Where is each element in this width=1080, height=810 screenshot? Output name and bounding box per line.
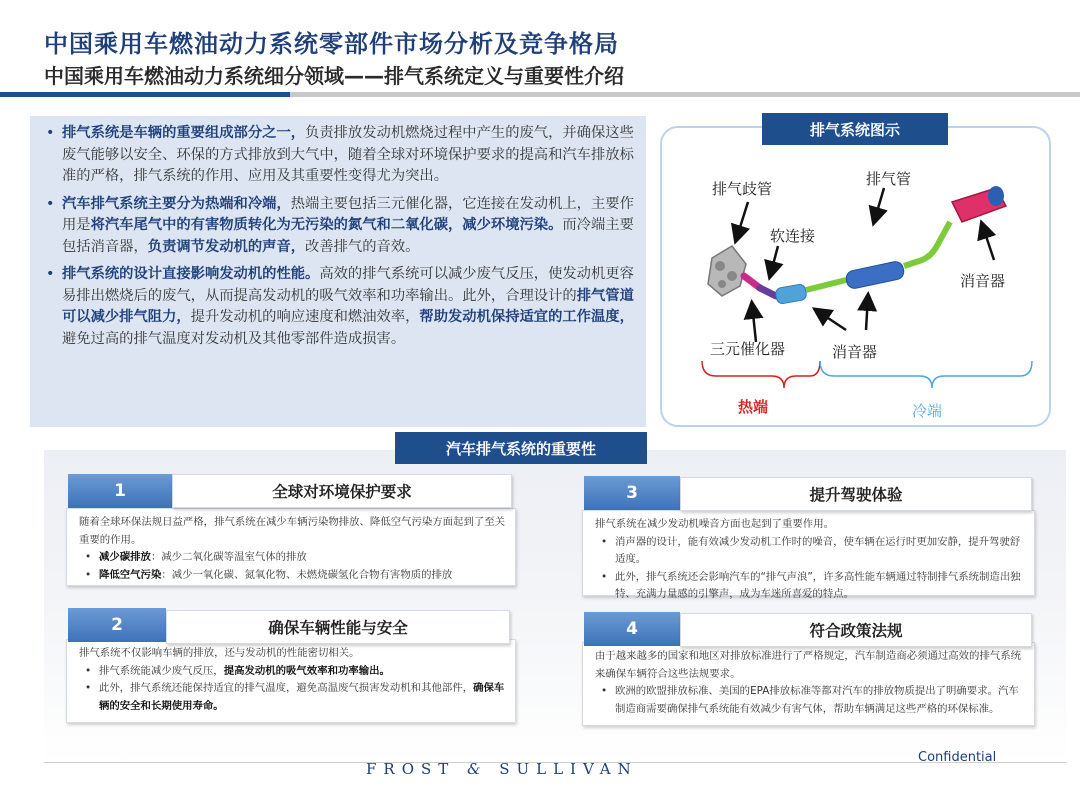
card-bullet [595,534,1024,569]
card-body [67,509,515,587]
intro-bullet-text: 而冷端主要包括消音器， [62,217,634,255]
card-bullet-text: ：减少二氧化碳等温室气体的排放 [150,551,307,563]
tail-pipe-shape [904,222,950,266]
intro-bullet-emphasis: 排气系统是车辆的重要组成部分之一， [62,125,306,141]
card-number-badge-4: 4 [584,612,680,646]
card-bullet-text: ：减少一氧化碳、氮氧化物、未燃烧碳氢化合物有害物质的排放 [161,568,453,581]
card-intro: 排气系统不仅影响车辆的排放，还与发动机的性能密切相关。 [79,647,360,659]
importance-section-title: 汽车排气系统的重要性 [395,432,647,464]
card-bullet-text: 此外，排气系统还能保持适宜的排气温度，避免高温废气损害发动机和其他部件， [99,682,474,694]
card-bullet [595,683,1024,718]
importance-card-2 [66,639,516,723]
mid-muffler-shape [845,260,905,290]
intro-bullet-list [40,123,638,350]
intro-bullet [40,194,638,259]
page-title: 中国乘用车燃油动力系统零部件市场分析及竞争格局 [44,30,619,58]
card-intro: 排气系统在减少发动机噪音方面也起到了重要作用。 [595,518,834,530]
label-exhaust-manifold: 排气歧管 [712,180,773,198]
card-bullet-emphasis: 提高发动机的吸气效率和功率输出。 [223,664,390,677]
card-bullet-list [79,663,505,716]
intro-bullet-emphasis: 排气系统的设计直接影响发动机的性能。 [62,266,320,282]
intro-bullet-emphasis: 排气管道可以减少排气阻力， [62,287,634,325]
card-bullet-list [595,683,1024,718]
label-mid-muffler: 消音器 [832,343,878,361]
intro-bullet-emphasis: 汽车排气系统主要分为热端和冷端， [62,195,291,212]
flex-joint-shape [760,288,776,296]
card-bullet-text: 排气系统能减少废气反压， [99,664,224,677]
intro-bullet-text: 提升发动机的响应速度和燃油效率， [190,309,420,325]
card-title-2: 确保车辆性能与安全 [166,610,510,644]
intro-bullet-emphasis: 帮助发动机保持适宜的工作温度， [419,309,634,325]
intro-bullet [40,264,638,350]
card-bullet [595,569,1024,604]
importance-card-4 [582,642,1035,726]
title-rule-accent [0,92,290,97]
hot-end-bracket [702,361,820,388]
card-body [583,643,1034,721]
exhaust-manifold-shape [708,246,746,296]
diagram-title: 排气系统图示 [762,113,948,145]
intro-bullet-text: 避免过高的排气温度对发动机及其他零部件造成损害。 [62,330,406,347]
intro-bullet-text: 负责排放发动机燃烧过程中产生的废气，并确保这些废气能够以安全、环保的方式排放到大气中，随着全球对环境保护要求的提高和汽车排放标准的严格，排气系统的作用、应用及其重要性变得尤为突出。 [62,125,634,184]
intro-bullet-emphasis: 负责调节发动机的声音， [147,238,306,255]
card-number-badge-3: 3 [584,476,680,510]
catalytic-converter-shape [775,284,807,305]
card-bullet-emphasis: 确保车辆的安全和长期使用寿命。 [99,682,505,712]
card-bullet-emphasis: 降低空气污染 [99,568,162,581]
card-bullet [79,680,505,715]
card-bullet-text: 此外，排气系统还会影响汽车的“排气声浪”，许多高性能车辆通过特制排气系统制造出独特、充满力量感的引擎声，成为车迷所喜爱的特点。 [615,570,1021,600]
intro-panel [30,116,646,427]
label-exhaust-pipe: 排气管 [866,170,912,188]
label-rear-muffler: 消音器 [960,272,1006,290]
label-flex-joint: 软连接 [770,227,816,245]
intro-bullet [40,123,638,188]
mid-pipe-shape [806,280,846,290]
label-hot-end: 热端 [738,398,769,416]
importance-card-3 [582,510,1035,600]
card-bullet [79,663,505,681]
card-number-badge-1: 1 [68,474,172,508]
intro-bullet-emphasis: 将汽车尾气中的有害物质转化为无污染的氮气和二氧化碳，减少环境污染。 [90,217,563,233]
cold-end-bracket [820,361,1032,388]
card-intro: 由于越来越多的国家和地区对排放标准进行了严格规定，汽车制造商必须通过高效的排气系统来确保车辆符合这些法规要求。 [595,650,1022,680]
rear-muffler-shape [952,186,1006,222]
importance-card-1 [66,508,516,586]
card-bullet-list [595,534,1024,604]
diagram-arrows [736,188,994,342]
card-title-3: 提升驾驶体验 [680,477,1032,511]
card-bullet [79,549,505,567]
confidential-label: Confidential [918,750,997,765]
card-bullet-text: 消声器的设计，能有效减少发动机工作时的噪音，使车辆在运行时更加安静，提升驾驶舒适度。 [615,535,1021,565]
page-subtitle: 中国乘用车燃油动力系统细分领域——排气系统定义与重要性介绍 [44,64,624,88]
brand-word-frost: FROST [366,760,456,778]
card-title-4: 符合政策法规 [680,613,1032,647]
card-intro: 随着全球环保法规日益严格，排气系统在减少车辆污染物排放、降低空气污染方面起到了至关重要的作用。 [79,516,506,546]
title-rule [290,92,1080,97]
label-catalytic-converter: 三元催化器 [710,340,786,358]
intro-bullet-text: 高效的排气系统可以减少废气反压，使发动机更容易排出燃烧后的废气，从而提高发动机的吸气效率和功率输出。此外，合理设计的 [62,266,634,304]
brand-ampersand: & [467,760,488,778]
brand-word-sullivan: SULLIVAN [499,760,638,778]
intro-bullet-text: 热端主要包括三元催化器，它连接在发动机上，主要作用是 [62,195,634,233]
card-body [583,511,1034,607]
intro-bullet-text: 改善排气的音效。 [305,238,420,255]
card-number-badge-2: 2 [68,608,166,642]
brand-logo-text [366,760,638,778]
card-bullet-text: 欧洲的欧盟排放标准、美国的EPA排放标准等都对汽车的排放物质提出了明确要求。汽车制造商需要确保排气系统能有效减少有害气体，帮助车辆满足这些严格的环保标准。 [615,685,1019,715]
card-body [67,640,515,718]
card-title-1: 全球对环境保护要求 [172,474,512,508]
card-bullet [79,567,505,585]
card-bullet-emphasis: 减少碳排放 [99,551,151,563]
label-cold-end: 冷端 [912,402,943,420]
card-bullet-list [79,549,505,584]
